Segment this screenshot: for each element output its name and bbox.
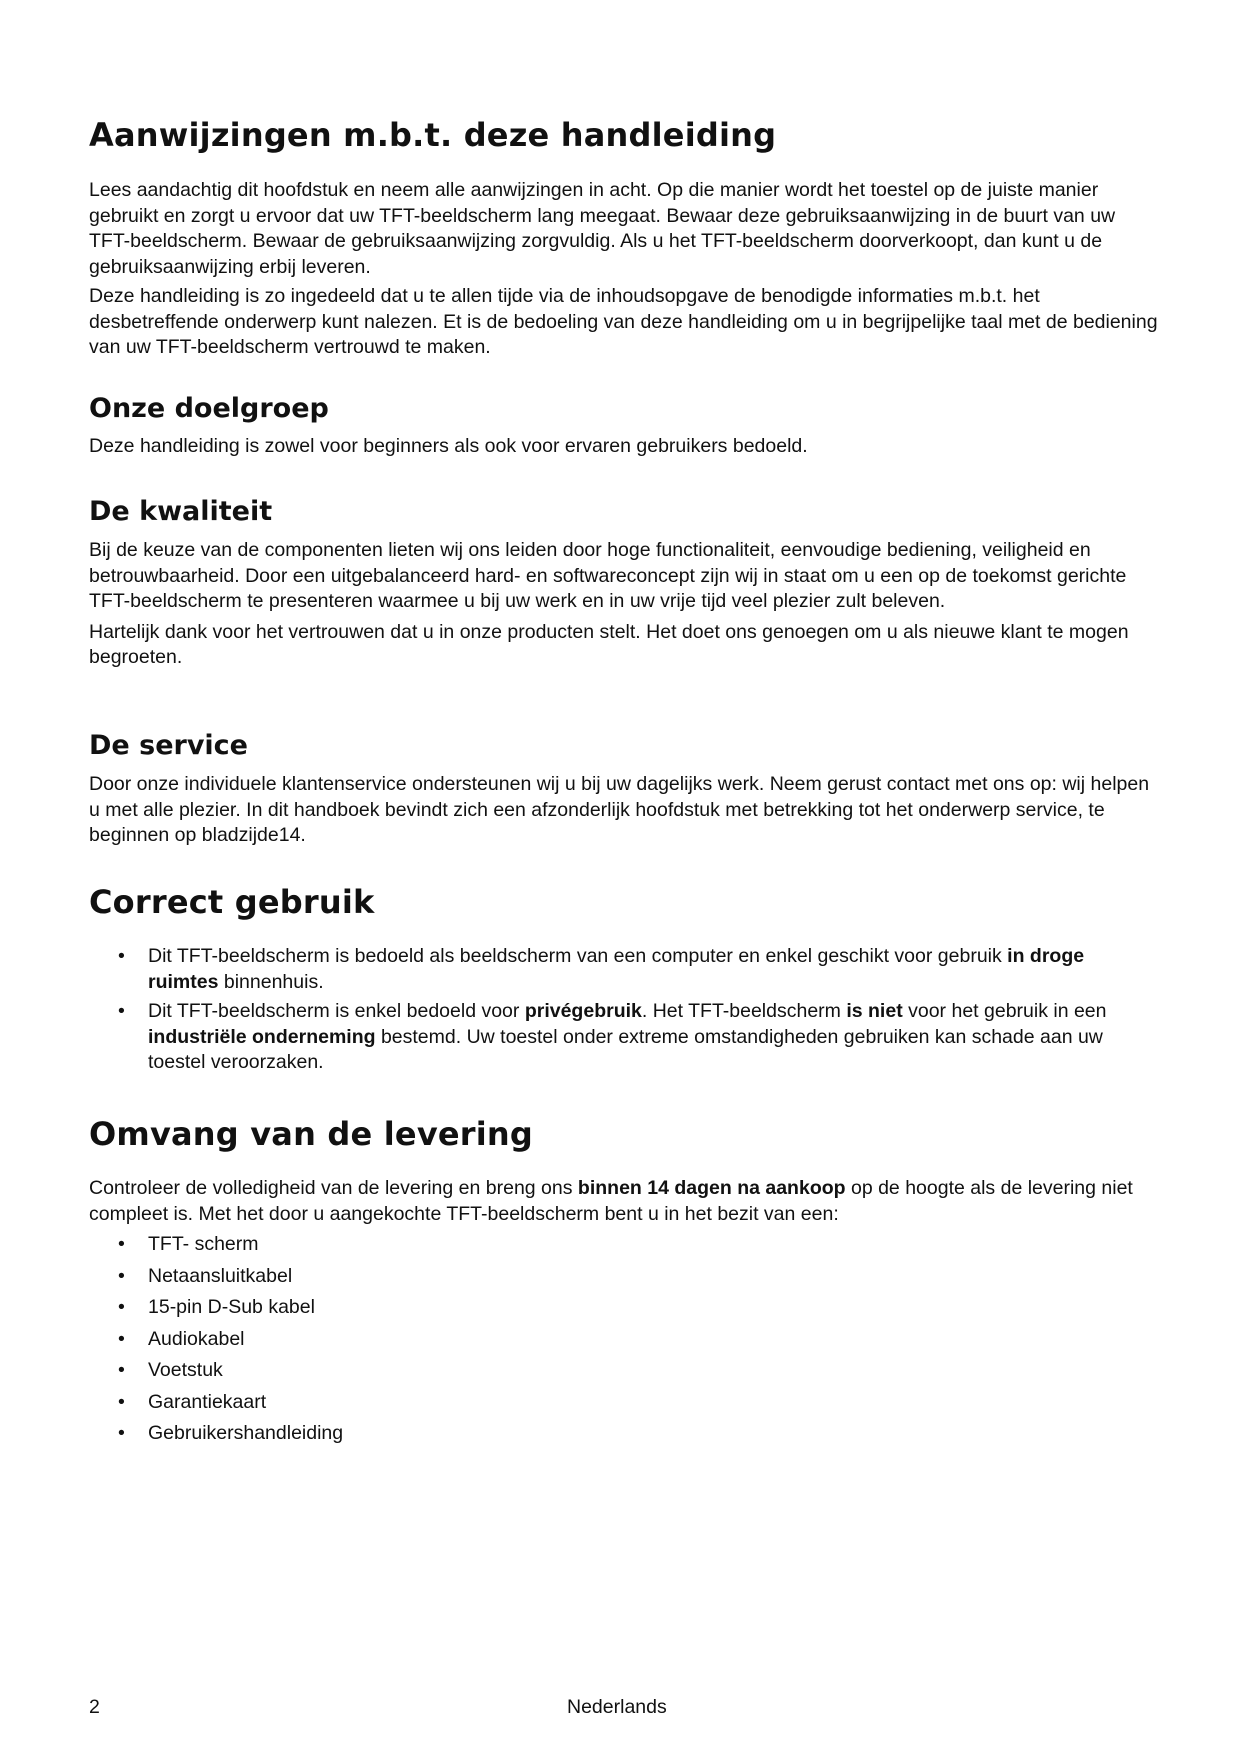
correct-gebruik-heading: Correct gebruik — [89, 883, 375, 921]
bullet-icon: • — [118, 1359, 125, 1381]
kwaliteit-heading: De kwaliteit — [89, 496, 273, 527]
list-item: • Voetstuk — [89, 1355, 1159, 1387]
list-item: • Netaansluitkabel — [89, 1261, 1159, 1293]
list-item: • Garantiekaart — [89, 1387, 1159, 1419]
section-correct-gebruik — [89, 882, 1159, 1076]
bullet-icon: • — [118, 1264, 125, 1287]
intro-paragraph-1: Lees aandachtig dit hoofdstuk en neem alle aanwijzingen in acht. Op die manier wordt het toestel op de juiste manier gebruikt en zorgt u ervoor dat uw TFT-beeldscherm lang meegaat. Bewaar deze gebruiksaanwijzing in de buurt van uw TFT-beeldscherm. Bewaar de gebruiksaanwijzing zorgvuldig. Als u het TFT-beeldscherm doorverkoopt, dan kunt u de gebruiksaanwijzing erbij leveren. — [89, 179, 1116, 278]
bullet-icon: • — [118, 1327, 125, 1350]
page-title: Aanwijzingen m.b.t. deze handleiding — [89, 116, 777, 154]
section-levering — [89, 1114, 1159, 1450]
kwaliteit-paragraph-1: Bij de keuze van de componenten lieten wij ons leiden door hoge functionaliteit, eenvoudige bediening, veiligheid en betrouwbaarheid. Door een uitgebalanceerd hard- en softwareconcept zijn wij in staat om u een op de toekomst gerichte TFT-beeldscherm te presenteren waarmee u bij uw werk en in uw vrije tijd veel plezier zult beleven. — [89, 539, 1127, 612]
footer-language: Nederlands — [567, 1696, 667, 1718]
service-heading: De service — [89, 730, 248, 761]
levering-list — [89, 1229, 1159, 1450]
bullet-icon: • — [118, 1233, 125, 1255]
list-item: • TFT- scherm — [89, 1229, 1159, 1261]
section-doelgroep — [89, 392, 1159, 460]
bullet-icon: • — [118, 1422, 125, 1444]
bullet-icon: • — [118, 945, 125, 967]
kwaliteit-paragraph-2: Hartelijk dank voor het vertrouwen dat u in onze producten stelt. Het doet ons genoegen om u als nieuwe klant te mogen begroeten. — [89, 620, 1129, 668]
list-item: • Dit TFT-beeldscherm is enkel bedoeld voor privégebruik. Het TFT-beeldscherm is niet voor het gebruik in een industriële onderneming bestemd. Uw toestel onder extreme omstandigheden gebruiken kan schade aan uw toestel veroorzaken. — [118, 1000, 1107, 1073]
list-item: • Dit TFT-beeldscherm is bedoeld als beeldscherm van een computer en enkel geschikt voor gebruik in droge ruimtes binnenhuis. — [118, 945, 1085, 993]
bullet-icon: • — [118, 1390, 125, 1413]
levering-heading: Omvang van de levering — [89, 1115, 534, 1153]
levering-text: Controleer de volledigheid van de levering en breng ons binnen 14 dagen na aankoop op de hoogte als de levering niet compleet is. Met het door u aangekochte TFT-beeldscherm bent u in het bezit van een: — [89, 1177, 1133, 1225]
intro-block — [89, 178, 1159, 361]
list-item: • Gebruikershandleiding — [89, 1418, 1159, 1450]
intro-paragraph-2: Deze handleiding is zo ingedeeld dat u te allen tijde via de inhoudsopgave de benodigde informaties m.b.t. het desbetreffende onderwerp kunt nalezen. Et is de bedoeling van deze handleiding om u in begrijpelijke taal met de bediening van uw TFT-beeldscherm vertrouwd te maken. — [89, 285, 1158, 358]
list-item: • 15-pin D-Sub kabel — [89, 1292, 1159, 1324]
bullet-icon: • — [118, 1000, 125, 1022]
page-number: 2 — [89, 1696, 100, 1718]
doelgroep-heading: Onze doelgroep — [89, 393, 329, 424]
doelgroep-text: Deze handleiding is zowel voor beginners als ook voor ervaren gebruikers bedoeld. — [89, 435, 808, 457]
list-item: • Audiokabel — [89, 1324, 1159, 1356]
section-kwaliteit — [89, 495, 1159, 671]
bullet-icon: • — [118, 1296, 125, 1318]
section-aanwijzingen — [89, 115, 1159, 155]
service-text: Door onze individuele klantenservice ondersteunen wij u bij uw dagelijks werk. Neem gerust contact met ons op: wij helpen u met alle plezier. In dit handboek bevindt zich een afzonderlijk hoofdstuk met betrekking tot het onderwerp service, te beginnen op bladzijde14. — [89, 773, 1150, 846]
section-service — [89, 729, 1159, 849]
correct-gebruik-list — [89, 944, 1159, 1076]
